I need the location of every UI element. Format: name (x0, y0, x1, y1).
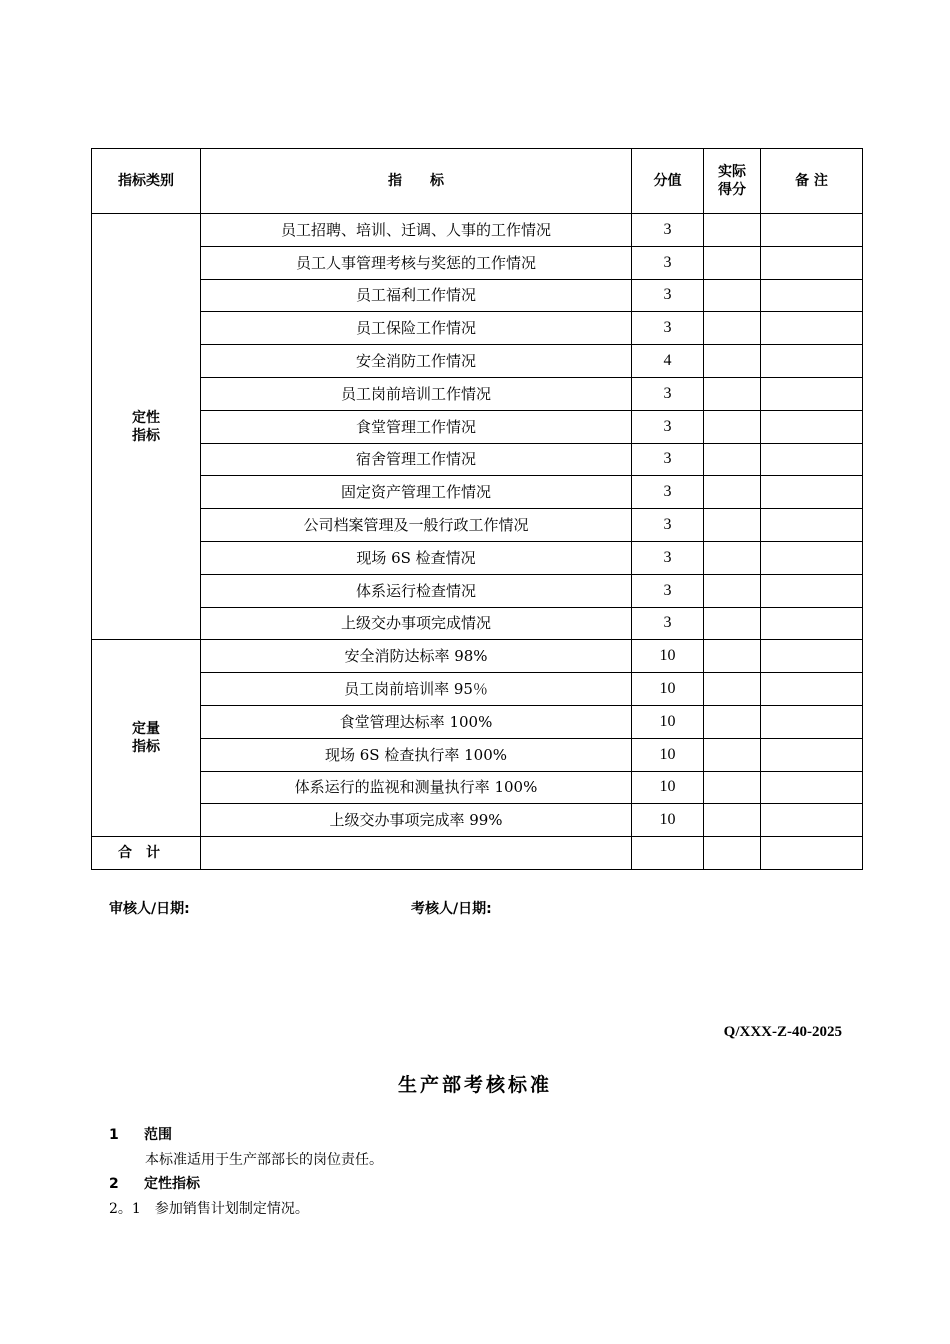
section-2-heading (109, 1173, 200, 1193)
section-title: 定性指标 (144, 1176, 200, 1192)
indicator-cell: 上级交办事项完成情况 (201, 607, 632, 640)
table-row (92, 246, 863, 279)
actual-score-cell[interactable] (704, 804, 761, 837)
score-cell: 10 (632, 771, 704, 804)
section-1-body: 本标准适用于生产部部长的岗位责任。 (145, 1152, 383, 1168)
category-label-line1: 定性 (132, 409, 160, 426)
remark-cell[interactable] (761, 214, 863, 247)
total-label: 合计 (92, 837, 201, 870)
total-indicator-cell[interactable] (201, 837, 632, 870)
actual-score-cell[interactable] (704, 377, 761, 410)
table-header-row (92, 149, 863, 214)
table-row (92, 541, 863, 574)
table-row (92, 279, 863, 312)
indicator-cell: 体系运行检查情况 (201, 574, 632, 607)
remark-cell[interactable] (761, 705, 863, 738)
remark-cell[interactable] (761, 804, 863, 837)
table-row (92, 345, 863, 378)
score-cell: 10 (632, 804, 704, 837)
score-cell: 3 (632, 279, 704, 312)
category-label-line2: 指标 (132, 739, 160, 756)
remark-cell[interactable] (761, 443, 863, 476)
table-row (92, 410, 863, 443)
score-cell: 4 (632, 345, 704, 378)
actual-score-cell[interactable] (704, 410, 761, 443)
indicator-cell: 食堂管理工作情况 (201, 410, 632, 443)
remark-cell[interactable] (761, 410, 863, 443)
actual-score-cell[interactable] (704, 246, 761, 279)
category-label-line2: 指标 (132, 427, 160, 444)
remark-cell[interactable] (761, 279, 863, 312)
actual-score-cell[interactable] (704, 476, 761, 509)
actual-score-cell[interactable] (704, 509, 761, 542)
remark-cell[interactable] (761, 377, 863, 410)
category-cell (92, 640, 201, 837)
score-cell: 3 (632, 410, 704, 443)
table-row (92, 771, 863, 804)
score-cell: 10 (632, 705, 704, 738)
indicator-cell: 现场 6S 检查执行率 100% (201, 738, 632, 771)
indicator-cell: 员工保险工作情况 (201, 312, 632, 345)
score-cell: 3 (632, 214, 704, 247)
actual-score-cell[interactable] (704, 771, 761, 804)
total-actual-cell[interactable] (704, 837, 761, 870)
indicator-cell: 公司档案管理及一般行政工作情况 (201, 509, 632, 542)
indicator-cell: 固定资产管理工作情况 (201, 476, 632, 509)
table-row (92, 640, 863, 673)
indicator-cell: 员工岗前培训率 95％ (201, 673, 632, 706)
remark-cell[interactable] (761, 509, 863, 542)
table-row (92, 705, 863, 738)
total-remark-cell[interactable] (761, 837, 863, 870)
remark-cell[interactable] (761, 771, 863, 804)
actual-score-cell[interactable] (704, 541, 761, 574)
remark-cell[interactable] (761, 541, 863, 574)
actual-score-cell[interactable] (704, 312, 761, 345)
clause-2-1: 2。1 参加销售计划制定情况。 (109, 1201, 309, 1217)
reviewer-signature-label: 审核人/日期: (109, 901, 190, 917)
table-row (92, 607, 863, 640)
header-actual-line1: 实际 (718, 164, 746, 180)
indicator-cell: 安全消防达标率 98% (201, 640, 632, 673)
actual-score-cell[interactable] (704, 607, 761, 640)
score-cell: 3 (632, 476, 704, 509)
header-indicator: 指 标 (201, 149, 632, 214)
assessor-signature-label: 考核人/日期: (411, 901, 492, 917)
score-cell: 10 (632, 738, 704, 771)
score-cell: 3 (632, 377, 704, 410)
table-row (92, 377, 863, 410)
indicator-cell: 员工福利工作情况 (201, 279, 632, 312)
header-actual-line2: 得分 (718, 182, 746, 198)
score-cell: 3 (632, 246, 704, 279)
remark-cell[interactable] (761, 345, 863, 378)
score-cell: 3 (632, 443, 704, 476)
indicator-cell: 上级交办事项完成率 99% (201, 804, 632, 837)
table-row (92, 443, 863, 476)
table-row (92, 214, 863, 247)
remark-cell[interactable] (761, 673, 863, 706)
assessment-table (91, 148, 863, 870)
table-row (92, 673, 863, 706)
section-title: 范围 (144, 1127, 172, 1143)
total-row (92, 837, 863, 870)
actual-score-cell[interactable] (704, 279, 761, 312)
remark-cell[interactable] (761, 640, 863, 673)
total-score-cell[interactable] (632, 837, 704, 870)
category-cell (92, 214, 201, 640)
actual-score-cell[interactable] (704, 640, 761, 673)
indicator-cell: 现场 6S 检查情况 (201, 541, 632, 574)
indicator-cell: 食堂管理达标率 100% (201, 705, 632, 738)
indicator-cell: 员工招聘、培训、迁调、人事的工作情况 (201, 214, 632, 247)
section-1-heading (109, 1124, 172, 1144)
header-remark: 备 注 (761, 149, 863, 214)
category-label-line1: 定量 (132, 721, 160, 738)
score-cell: 3 (632, 574, 704, 607)
actual-score-cell[interactable] (704, 345, 761, 378)
indicator-cell: 体系运行的监视和测量执行率 100% (201, 771, 632, 804)
table-row (92, 804, 863, 837)
score-cell: 10 (632, 673, 704, 706)
table-row (92, 312, 863, 345)
actual-score-cell[interactable] (704, 705, 761, 738)
indicator-cell: 宿舍管理工作情况 (201, 443, 632, 476)
document-code: Q/XXX-Z-40-2025 (723, 1024, 842, 1040)
remark-cell[interactable] (761, 476, 863, 509)
document-title: 生产部考核标准 (397, 1074, 552, 1096)
indicator-cell: 员工人事管理考核与奖惩的工作情况 (201, 246, 632, 279)
header-category: 指标类别 (92, 149, 201, 214)
score-cell: 3 (632, 312, 704, 345)
indicator-cell: 员工岗前培训工作情况 (201, 377, 632, 410)
actual-score-cell[interactable] (704, 214, 761, 247)
remark-cell[interactable] (761, 312, 863, 345)
remark-cell[interactable] (761, 607, 863, 640)
score-cell: 3 (632, 509, 704, 542)
table-row (92, 738, 863, 771)
section-number: 1 (109, 1127, 119, 1143)
header-actual-score (704, 149, 761, 214)
actual-score-cell[interactable] (704, 673, 761, 706)
score-cell: 3 (632, 541, 704, 574)
table-row (92, 509, 863, 542)
table-row (92, 574, 863, 607)
remark-cell[interactable] (761, 246, 863, 279)
actual-score-cell[interactable] (704, 574, 761, 607)
score-cell: 10 (632, 640, 704, 673)
table-row (92, 476, 863, 509)
actual-score-cell[interactable] (704, 738, 761, 771)
indicator-cell: 安全消防工作情况 (201, 345, 632, 378)
section-number: 2 (109, 1176, 119, 1192)
remark-cell[interactable] (761, 738, 863, 771)
score-cell: 3 (632, 607, 704, 640)
remark-cell[interactable] (761, 574, 863, 607)
header-score: 分值 (632, 149, 704, 214)
actual-score-cell[interactable] (704, 443, 761, 476)
